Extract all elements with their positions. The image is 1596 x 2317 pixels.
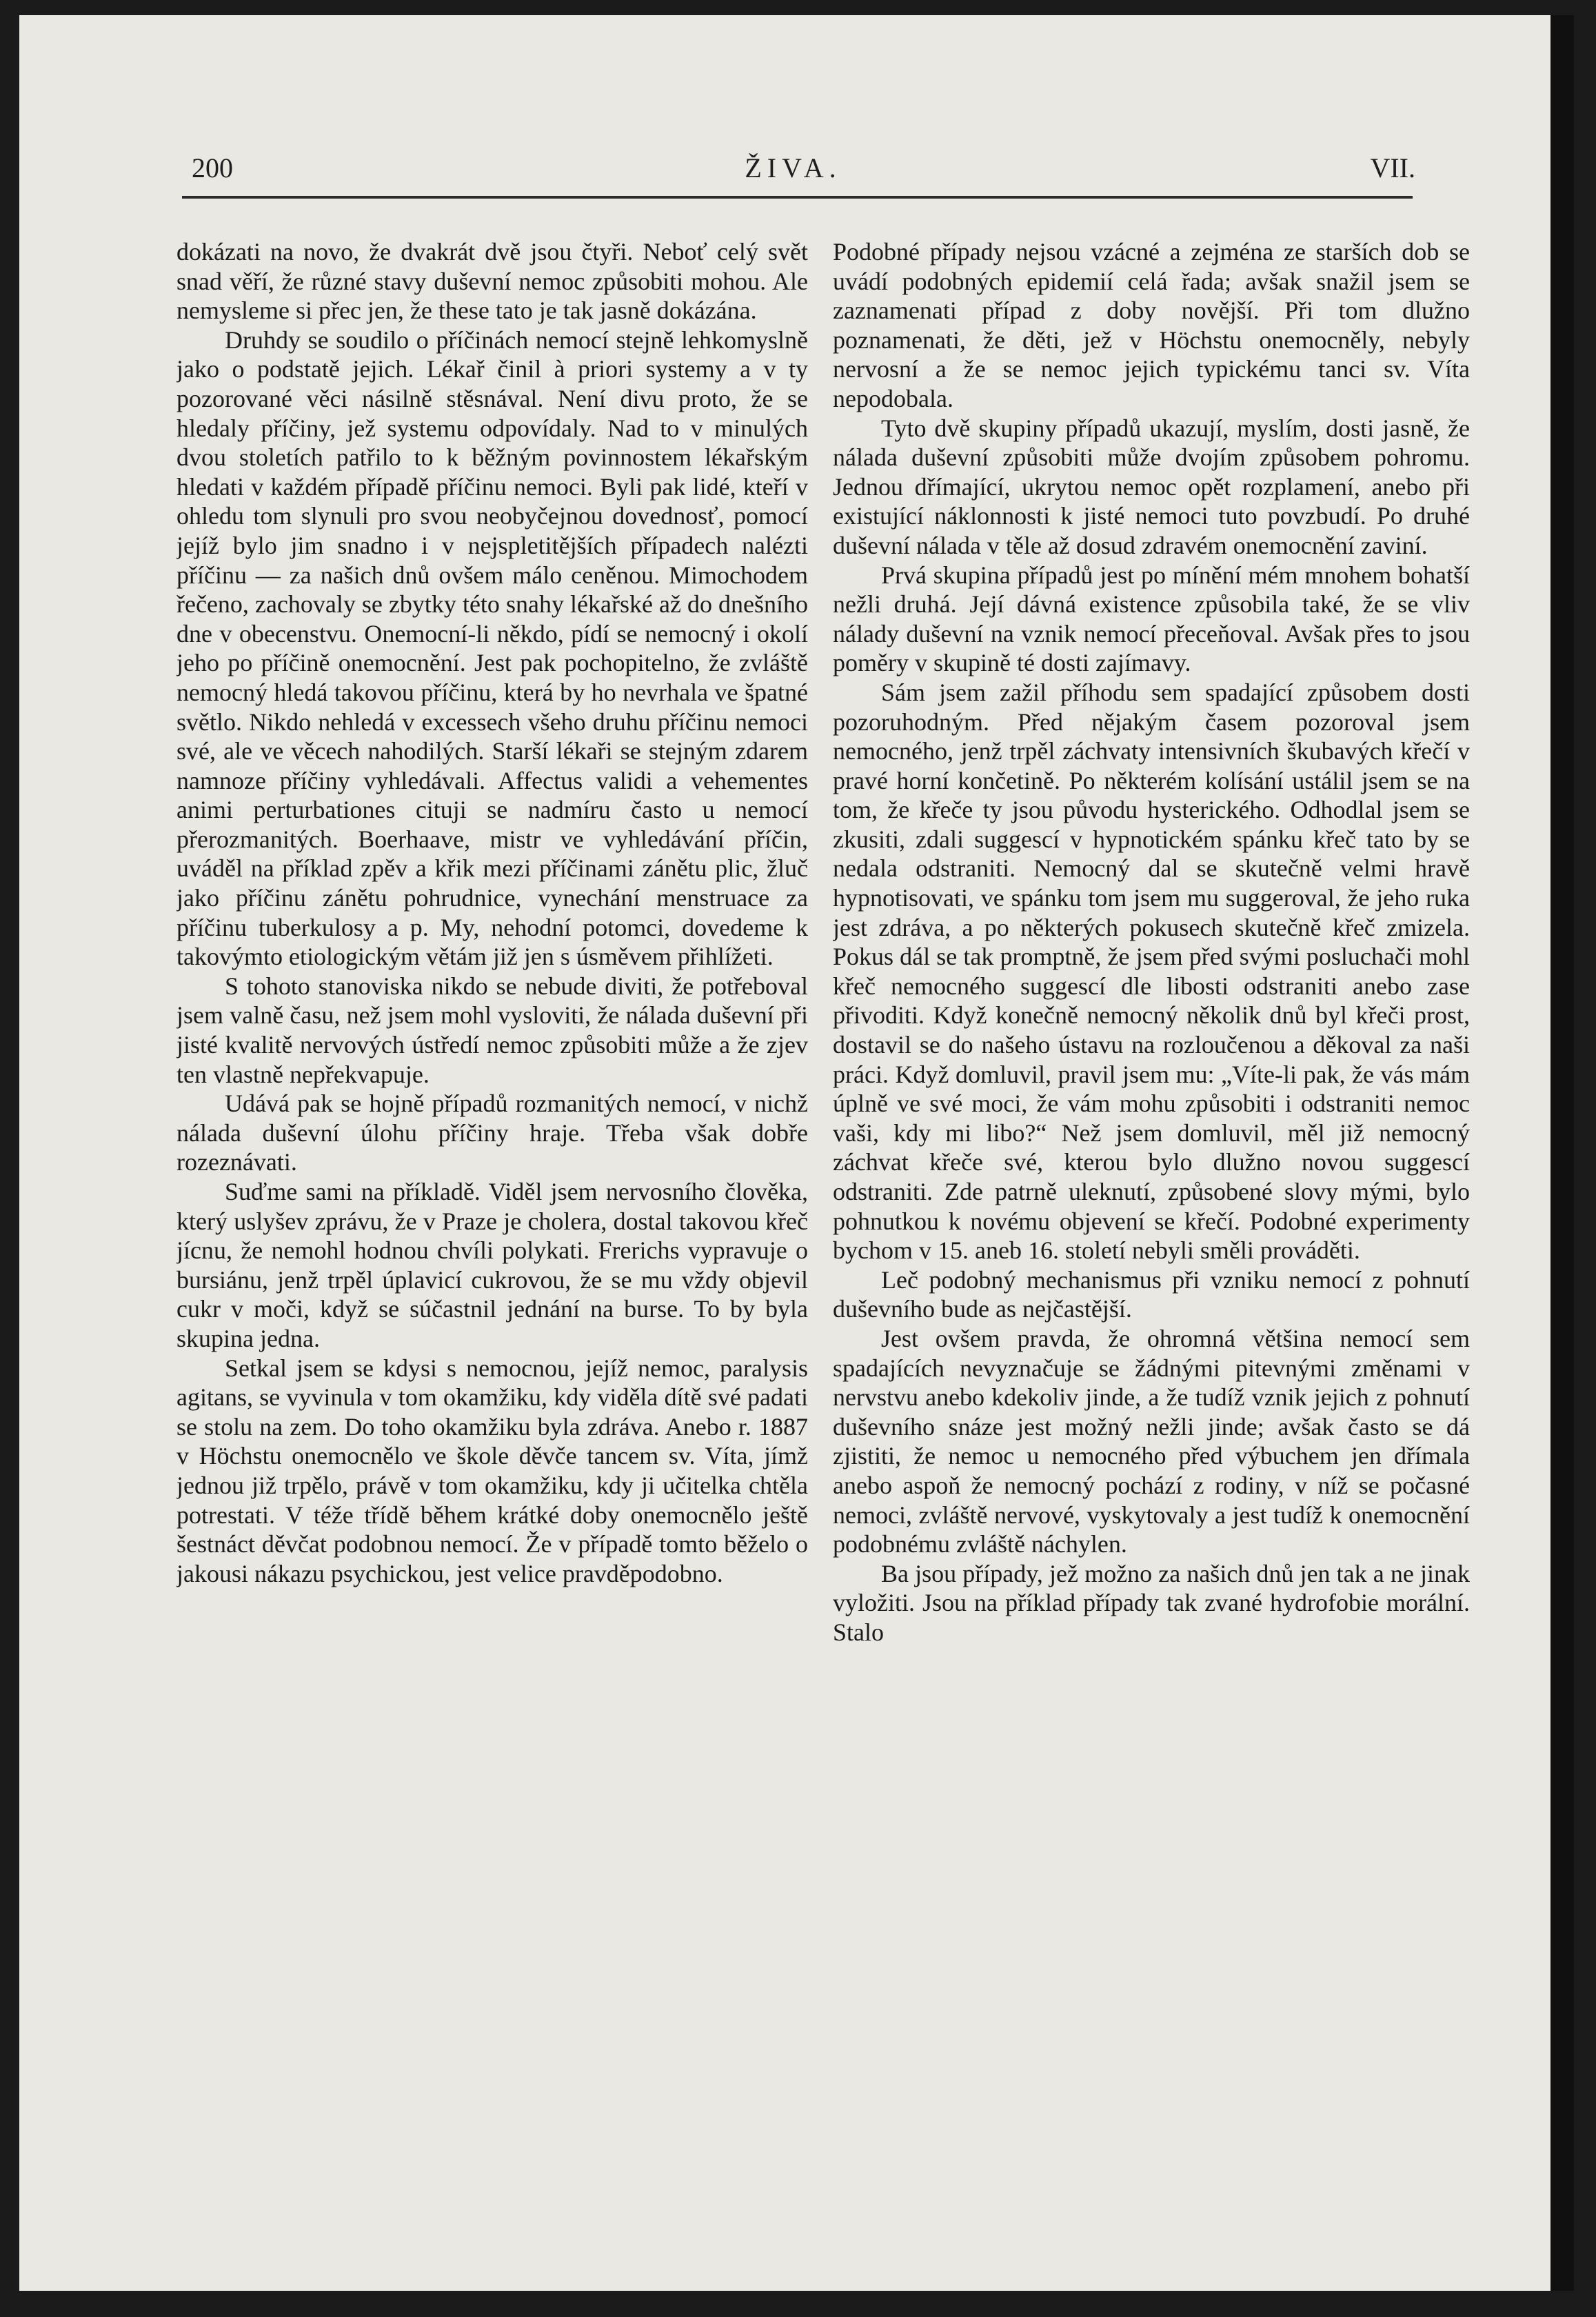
left-column xyxy=(176,237,808,2154)
journal-title: ŽIVA. xyxy=(745,152,842,183)
paragraph: Sám jsem zažil příhodu sem spadající způsobem dosti pozoruhodným. Před nějakým časem pozoroval jsem nemocného, jenž trpěl záchvaty intensivních škubavých křečí v pravé horní končetině. Po některém kolísání ustálil jsem se na tom, že křeče ty jsou původu hysterického. Odhodlal jsem se zkusiti, zdali suggescí v hypnotickém spánku křeč tato by se nedala odstraniti. Nemocný dal se skutečně velmi hravě hypnotisovati, ve spánku tom jsem mu suggeroval, že jeho ruka jest zdráva, a po některých pokusech skutečně křeč zmizela. Pokus dál se tak promptně, že jsem před svými posluchači mohl křeč nemocného suggescí dle libosti odstraniti anebo zase přivoditi. Když konečně nemocný několik dnů byl křeči prost, dostavil se do našeho ústavu na rozloučenou a děkoval za naši práci. Když domluvil, pravil jsem mu: „Víte-li pak, že vás mám úplně ve své moci, že vám mohu způsobiti i odstraniti nemoc vaši, kdy mi libo?“ Než jsem domluvil, měl již nemocný záchvat křeče své, kterou bylo dlužno novou suggescí odstraniti. Zde patrně uleknutí, způsobené slovy mými, bylo pohnutkou k novému objevení se křečí. Podobné experimenty bychom v 15. aneb 16. století nebyli směli prováděti. xyxy=(833,678,1470,1265)
scan-edge xyxy=(1550,15,1574,2291)
paragraph: Suďme sami na příkladě. Viděl jsem nervosního člověka, který uslyšev zprávu, že v Praze je cholera, dostal takovou křeč jícnu, že nemohl hodnou chvíli polykati. Frerichs vypravuje o bursiánu, jenž trpěl úplavicí cukrovou, že se mu vždy objevil cukr v moči, když se súčastnil jednání na burse. To by byla skupina jedna. xyxy=(176,1178,808,1352)
paragraph: dokázati na novo, že dvakrát dvě jsou čtyři. Neboť celý svět snad věří, že různé stavy duševní nemoc způsobiti mohou. Ale nemysleme si přec jen, že these tato je tak jasně dokázána. xyxy=(176,238,808,325)
paragraph: Druhdy se soudilo o příčinách nemocí stejně lehkomyslně jako o podstatě jejich. Lékař činil à priori systemy a v ty pozorované věci násilně stěsnával. Není divu proto, že se hledaly příčiny, jež systemu odpovídaly. Nad to v minulých dvou stoletích patřilo to k běžným povinnostem lékařským hledati v každém případě příčinu nemoci. Byli pak lidé, kteří v ohledu tom slynuli pro svou neobyčejnou dovednosť, pomocí jejíž bylo jim snadno i v nejspletitějších případech nalézti příčinu — za našich dnů ovšem málo ceněnou. Mimochodem řečeno, zachovaly se zbytky této snahy lékařské až do dnešního dne v obecenstvu. Onemocní-li někdo, pídí se nemocný i okolí jeho po příčině onemocnění. Jest pak pochopitelno, že zvláště nemocný hledá takovou příčinu, která by ho nevrhala ve špatné světlo. Nikdo nehledá v excessech všeho druhu příčinu nemoci své, ale ve věcech nahodilých. Starší lékaři se stejným zdarem namnoze příčiny vyhledávali. Affectus validi a vehementes animi perturbationes cituji se nadmíru často u nemocí přerozmanitých. Boerhaave, mistr ve vyhledávání příčin, uváděl na příklad zpěv a křik mezi příčinami zánětu plic, žluč jako příčinu zánětu pohrudnice, vynechání menstruace za příčinu tuberkulosy a p. My, nehodní potomci, dovedeme k takovýmto etiologickým větám již jen s úsměvem přihlížeti. xyxy=(176,325,808,971)
paragraph: Tyto dvě skupiny případů ukazují, myslím, dosti jasně, že nálada duševní způsobiti může dvojím způsobem pohromu. Jednou dřímající, ukrytou nemoc opět rozplamení, anebo při existující náklonnosti k jisté nemoci tuto povzbudí. Po druhé duševní nálada v těle až dosud zdravém onemocnění zaviní. xyxy=(833,414,1470,559)
paragraph: S tohoto stanoviska nikdo se nebude diviti, že potřeboval jsem valně času, než jsem mohl vysloviti, že nálada duševní při jisté kvalitě nervových ústředí nemoc způsobiti může a že zjev ten vlastně nepřekvapuje. xyxy=(176,972,808,1088)
page-number: 200 xyxy=(192,152,233,183)
paragraph: Prvá skupina případů jest po mínění mém mnohem bohatší nežli druhá. Její dávná existence způsobila také, že se vliv nálady duševní na vznik nemocí přeceňoval. Avšak přes to jsou poměry v skupině té dosti zajímavy. xyxy=(833,561,1470,677)
journal-page xyxy=(19,15,1574,2291)
volume-number: VII. xyxy=(1370,152,1415,183)
paragraph: Leč podobný mechanismus při vzniku nemocí z pohnutí duševního bude as nejčastější. xyxy=(833,1265,1470,1323)
paragraph: Jest ovšem pravda, že ohromná většina nemocí sem spadajících nevyznačuje se žádnými pitevnými změnami v nervstvu anebo kdekoliv jinde, a že tudíž vznik jejich z pohnutí duševního snáze jest možný nežli jinde; avšak často se dá zjistiti, že nemoc u nemocného před výbuchem jen dřímala anebo aspoň že nemocný pochází z rodiny, v níž se počasné nemoci, zvláště nervové, vyskytovaly a jest tudíž k onemocnění podobnému zvláště náchylen. xyxy=(833,1324,1470,1558)
header-rule xyxy=(182,196,1413,199)
paragraph: Ba jsou případy, jež možno za našich dnů jen tak a ne jinak vyložiti. Jsou na příklad případy tak zvané hydrofobie morální. Stalo xyxy=(833,1559,1470,1646)
paragraph: Udává pak se hojně případů rozmanitých nemocí, v nichž nálada duševní úlohu příčiny hraje. Třeba však dobře rozeznávati. xyxy=(176,1090,808,1176)
running-header xyxy=(171,152,1415,193)
right-column xyxy=(833,237,1470,2154)
paragraph: Setkal jsem se kdysi s nemocnou, jejíž nemoc, paralysis agitans, se vyvinula v tom okamžiku, kdy viděla dítě své padati se stolu na zem. Do toho okamžiku byla zdráva. Anebo r. 1887 v Höchstu onemocnělo ve škole děvče tancem sv. Víta, jímž jednou již trpělo, právě v tom okamžiku, kdy ji učitelka chtěla potrestati. V téže třídě během krátké doby onemocnělo ještě šestnáct děvčat podobnou nemocí. Že v případě tomto běželo o jakousi nákazu psychickou, jest velice pravděpodobno. xyxy=(176,1354,808,1587)
paragraph: Podobné případy nejsou vzácné a zejména ze starších dob se uvádí podobných epidemií celá řada; avšak snažil jsem se zaznamenati případ z doby novější. Při tom dlužno poznamenati, že děti, jež v Höchstu onemocněly, nebyly nervosní a že se nemoc jejich typickému tanci sv. Víta nepodobala. xyxy=(833,238,1470,412)
